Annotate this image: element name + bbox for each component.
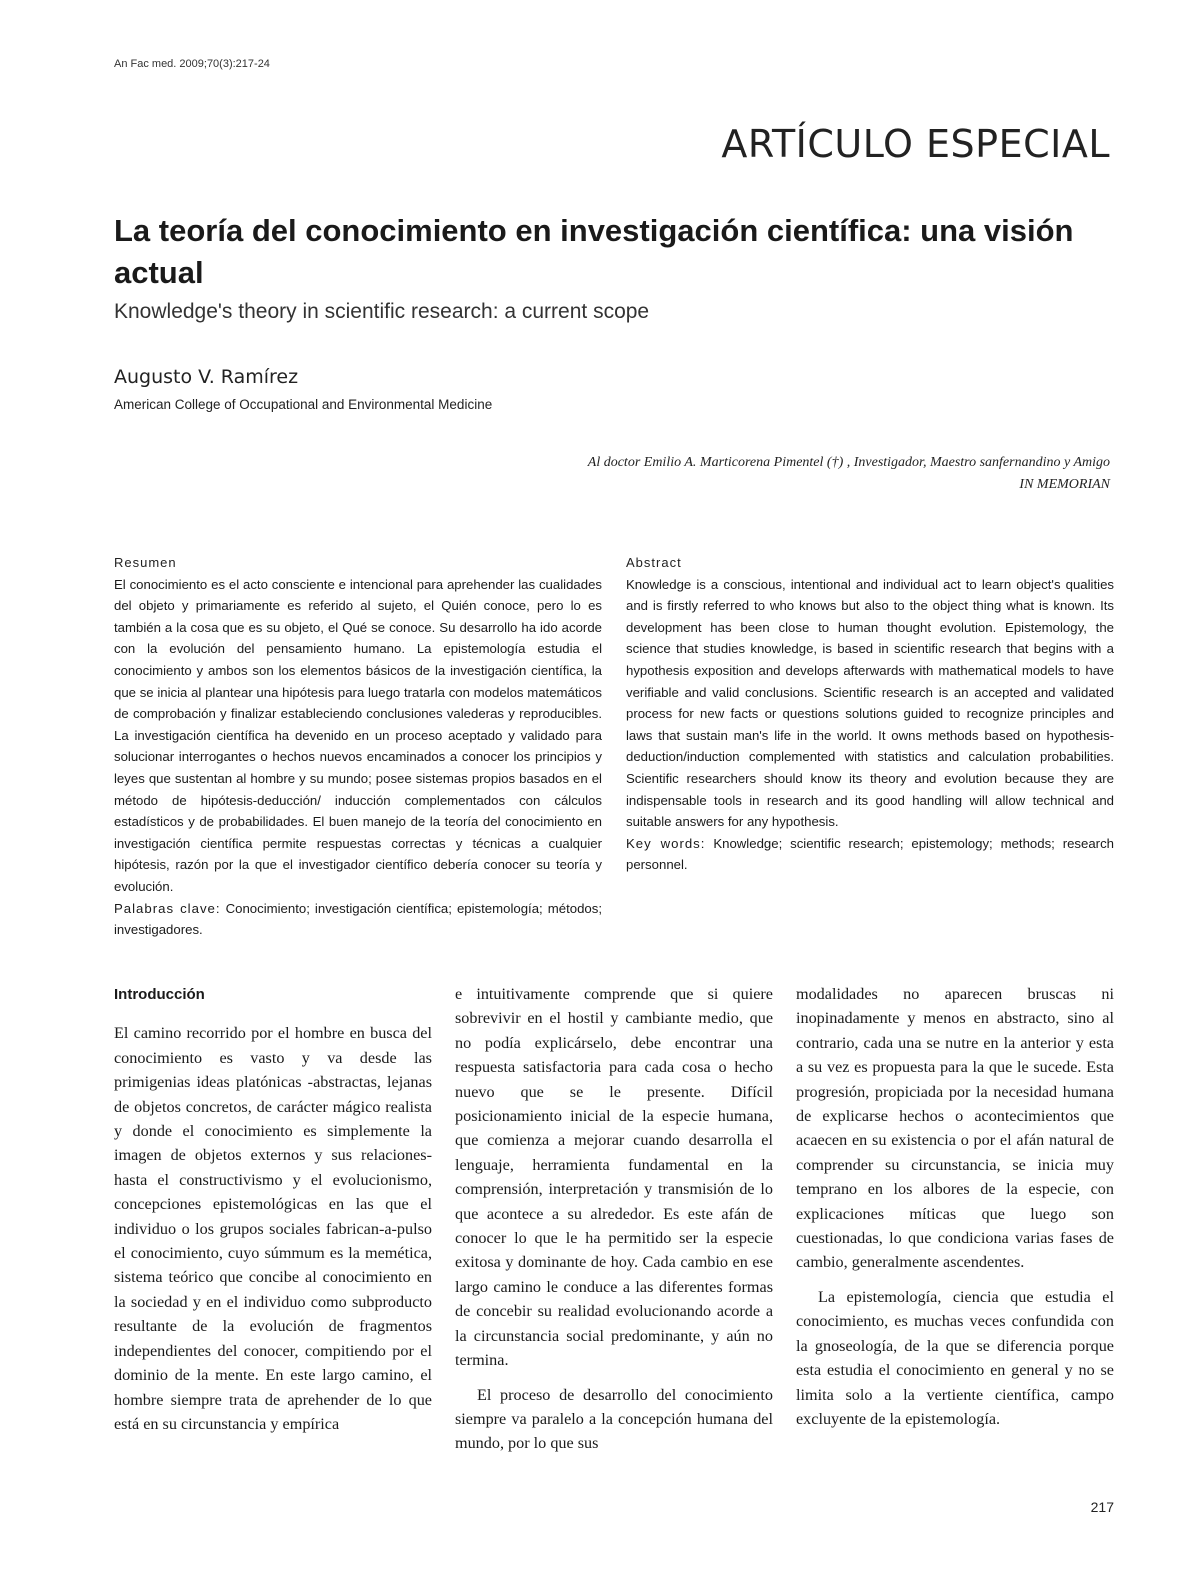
abstract-section bbox=[626, 552, 1114, 876]
page-number: 217 bbox=[1090, 1499, 1114, 1515]
body-column-3 bbox=[796, 982, 1114, 1431]
dedication-memoriam: IN MEMORIAN bbox=[1019, 477, 1110, 492]
body-paragraph: e intuitivamente comprende que si quiere sobrevivir en el hostil y cambiante medio, que no podía explicárselo, debe encontrar una respuesta satisfactoria para cada cosa o hecho nuevo que se le presente. Difícil posicionamiento inicial de la especie humana, que comienza a mejorar cuando desarrolla el lenguaje, herramienta fundamental en la comprensión, interpretación y transmisión de lo que acontece a su alrededor. Es este afán de conocer lo que le ha permitido ser la especie exitosa y dominante de hoy. Cada cambio en ese largo camino le conduce a las diferentes formas de concebir su realidad evolucionando acorde a la circunstancia social predominante, y aún no termina. bbox=[455, 985, 773, 1370]
author-name: Augusto V. Ramírez bbox=[114, 366, 299, 388]
body-paragraph: La epistemología, ciencia que estudia el conocimiento, es muchas veces confundida con la gnoseología, de la que se diferencia porque esta estudia el conocimiento en general y no se limita solo a la vertiente científica, campo excluyente de la epistemología. bbox=[796, 1287, 1114, 1428]
resumen-keywords-list: Conocimiento; investigación científica; epistemología; métodos; investigadores. bbox=[114, 900, 602, 938]
article-subtitle: Knowledge's theory in scientific research: a current scope bbox=[114, 300, 650, 323]
abstract-heading: Abstract bbox=[626, 555, 682, 570]
author-affiliation: American College of Occupational and Environmental Medicine bbox=[114, 397, 493, 412]
resumen-keywords bbox=[114, 898, 602, 941]
dedication bbox=[410, 452, 1110, 496]
resumen-section bbox=[114, 552, 602, 941]
intro-heading: Introducción bbox=[114, 986, 205, 1003]
resumen-keywords-label: Palabras clave: bbox=[114, 900, 221, 916]
abstract-keywords-list: Knowledge; scientific research; epistemology; methods; research personnel. bbox=[626, 835, 1115, 873]
resumen-text: El conocimiento es el acto consciente e intencional para aprehender las cualidades del objeto y primariamente es referido al sujeto, el Quién conoce, pero lo es también a la cosa que es su objeto, el Qué se conoce. Su desarrollo ha ido acorde con la evolución del pensamiento humano. La epistemología estudia el conocimiento y ambos son los elementos básicos de la investigación científica, la que se inicia al plantear una hipótesis para luego tratarla con modelos matemáticos de comprobación y finalizar estableciendo conclusiones valederas y reproducibles. La investigación científica ha devenido en un proceso aceptado y validado para solucionar interrogantes o hechos nuevos encaminados a conocer los principios y leyes que sustentan al hombre y su mundo; posee sistemas propios basados en el método de hipótesis-deducción/ inducción complementados con cálculos estadísticos y de probabilidades. El buen manejo de la teoría del conocimiento en investigación científica permite respuestas correctas y técnicas a cualquier hipótesis, razón por la que el investigador científico debería conocer su teoría y evolución. bbox=[114, 576, 602, 894]
section-type: ARTÍCULO ESPECIAL bbox=[721, 122, 1110, 166]
abstract-keywords bbox=[626, 833, 1114, 876]
abstract-keywords-label: Key words: bbox=[626, 835, 706, 851]
body-column-1 bbox=[114, 982, 432, 1436]
resumen-heading: Resumen bbox=[114, 555, 177, 570]
abstract-text: Knowledge is a conscious, intentional and individual act to learn object's qualities and is firstly referred to who knows but also to the object thing what is known. Its development has been close to human thought evolution. Epistemology, the science that studies knowledge, is based in scientific research that begins with a hypothesis exposition and develops afterwards with mathematical models to have verifiable and valid conclusions. Scientific research is an accepted and validated process for new facts or questions solutions guided to recognize principles and laws that sustain man's life in the world. It owns methods based on hypothesis-deduction/induction complemented with statistics and calculation probabilities. Scientific researchers should know its theory and evolution because they are indispensable tools in research and its good handling will allow technical and suitable answers for any hypothesis. bbox=[626, 576, 1114, 830]
article-title: La teoría del conocimiento en investigación científica: una visión actual bbox=[114, 213, 1074, 290]
body-paragraph: El proceso de desarrollo del conocimiento siempre va paralelo a la concepción humana del mundo, por lo que sus bbox=[455, 1385, 773, 1453]
body-column-2 bbox=[455, 982, 773, 1456]
body-paragraph: El camino recorrido por el hombre en busca del conocimiento es vasto y va desde las primigenias ideas platónicas -abstractas, lejanas de objetos concretos, de carácter mágico realista y donde el conocimiento es simplemente la imagen de objetos externos y sus relaciones- hasta el constructivismo y el evolucionismo, concepciones epistemológicas en las que el individuo o los grupos sociales fabrican-a-pulso el conocimiento, cuyo súmmum es la memética, sistema teórico que concibe al conocimiento en la sociedad y en el individuo como subproducto resultante de la evolución de fragmentos independientes del conocer, compitiendo por el dominio de la mente. En este largo camino, el hombre siempre trata de aprehender de lo que está en su circunstancia y empírica bbox=[114, 1024, 432, 1433]
journal-citation: An Fac med. 2009;70(3):217-24 bbox=[114, 58, 270, 70]
dedication-line: Al doctor Emilio A. Marticorena Pimentel (†) , Investigador, Maestro sanfernandino y Amigo bbox=[587, 455, 1110, 470]
body-paragraph: modalidades no aparecen bruscas ni inopinadamente y menos en abstracto, sino al contrario, cada una se nutre en la anterior y esta a su vez es propuesta para la que le sucede. Esta progresión, propiciada por la necesidad humana de explicarse hechos o acontecimientos que acaecen en su existencia o por el afán natural de comprender su circunstancia, se inicia muy temprano en los albores de la especie, con explicaciones míticas que luego son cuestionadas, lo que condiciona varias fases de cambio, generalmente ascendentes. bbox=[796, 985, 1114, 1272]
